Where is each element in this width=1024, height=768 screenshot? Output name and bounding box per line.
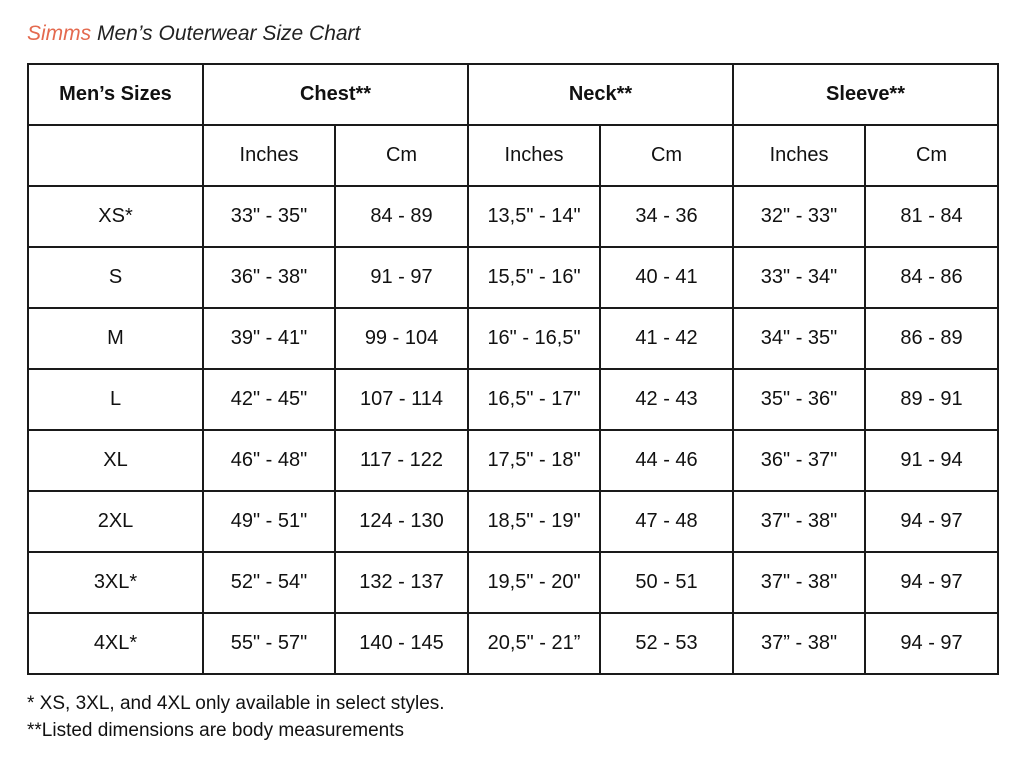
cell-sleeve-inches: 35" - 36"	[733, 369, 865, 430]
page-title	[27, 22, 360, 46]
unit-neck-inches: Inches	[468, 125, 600, 186]
table-row	[28, 186, 998, 247]
cell-sleeve-cm: 94 - 97	[865, 491, 998, 552]
cell-neck-cm: 41 - 42	[600, 308, 733, 369]
units-empty-cell	[28, 125, 203, 186]
cell-chest-cm: 140 - 145	[335, 613, 468, 674]
cell-sleeve-cm: 94 - 97	[865, 613, 998, 674]
cell-chest-cm: 107 - 114	[335, 369, 468, 430]
cell-size: S	[28, 247, 203, 308]
cell-sleeve-cm: 84 - 86	[865, 247, 998, 308]
cell-sleeve-inches: 37” - 38"	[733, 613, 865, 674]
footnote-availability: * XS, 3XL, and 4XL only available in select styles.	[27, 693, 445, 714]
table-row	[28, 247, 998, 308]
cell-size: XL	[28, 430, 203, 491]
cell-chest-inches: 52" - 54"	[203, 552, 335, 613]
cell-sleeve-cm: 94 - 97	[865, 552, 998, 613]
cell-neck-inches: 19,5" - 20"	[468, 552, 600, 613]
cell-neck-cm: 42 - 43	[600, 369, 733, 430]
cell-neck-cm: 34 - 36	[600, 186, 733, 247]
cell-neck-cm: 52 - 53	[600, 613, 733, 674]
table-row	[28, 613, 998, 674]
cell-chest-cm: 99 - 104	[335, 308, 468, 369]
cell-size: 2XL	[28, 491, 203, 552]
cell-size: 4XL*	[28, 613, 203, 674]
cell-chest-cm: 91 - 97	[335, 247, 468, 308]
unit-neck-cm: Cm	[600, 125, 733, 186]
size-chart-table	[27, 63, 999, 675]
cell-chest-inches: 49" - 51"	[203, 491, 335, 552]
cell-size: 3XL*	[28, 552, 203, 613]
cell-neck-inches: 15,5" - 16"	[468, 247, 600, 308]
cell-sleeve-cm: 91 - 94	[865, 430, 998, 491]
header-chest: Chest**	[203, 64, 468, 125]
cell-neck-inches: 16" - 16,5"	[468, 308, 600, 369]
footnote-measurements: **Listed dimensions are body measurements	[27, 720, 405, 741]
cell-sleeve-inches: 32" - 33"	[733, 186, 865, 247]
table-row	[28, 552, 998, 613]
cell-chest-cm: 124 - 130	[335, 491, 468, 552]
table-row	[28, 491, 998, 552]
header-neck: Neck**	[468, 64, 733, 125]
cell-chest-inches: 42" - 45"	[203, 369, 335, 430]
cell-sleeve-cm: 81 - 84	[865, 186, 998, 247]
cell-sleeve-inches: 37" - 38"	[733, 552, 865, 613]
cell-chest-inches: 46" - 48"	[203, 430, 335, 491]
cell-chest-cm: 84 - 89	[335, 186, 468, 247]
cell-size: M	[28, 308, 203, 369]
cell-sleeve-inches: 33" - 34"	[733, 247, 865, 308]
cell-chest-inches: 55" - 57"	[203, 613, 335, 674]
unit-chest-inches: Inches	[203, 125, 335, 186]
cell-chest-cm: 117 - 122	[335, 430, 468, 491]
cell-neck-cm: 44 - 46	[600, 430, 733, 491]
cell-size: L	[28, 369, 203, 430]
size-rows	[28, 186, 998, 674]
cell-sleeve-inches: 37" - 38"	[733, 491, 865, 552]
header-sleeve: Sleeve**	[733, 64, 998, 125]
table-row	[28, 369, 998, 430]
header-sizes: Men’s Sizes	[28, 64, 203, 125]
cell-chest-inches: 39" - 41"	[203, 308, 335, 369]
units-row	[28, 125, 998, 186]
table-row	[28, 308, 998, 369]
chart-title: Men’s Outerwear Size Chart	[91, 22, 361, 45]
cell-chest-inches: 36" - 38"	[203, 247, 335, 308]
header-row	[28, 64, 998, 125]
cell-sleeve-cm: 89 - 91	[865, 369, 998, 430]
cell-chest-cm: 132 - 137	[335, 552, 468, 613]
cell-neck-inches: 17,5" - 18"	[468, 430, 600, 491]
unit-sleeve-inches: Inches	[733, 125, 865, 186]
cell-neck-cm: 40 - 41	[600, 247, 733, 308]
cell-sleeve-inches: 34" - 35"	[733, 308, 865, 369]
table-row	[28, 430, 998, 491]
cell-neck-inches: 13,5" - 14"	[468, 186, 600, 247]
cell-neck-cm: 50 - 51	[600, 552, 733, 613]
unit-sleeve-cm: Cm	[865, 125, 998, 186]
unit-chest-cm: Cm	[335, 125, 468, 186]
cell-neck-inches: 16,5" - 17"	[468, 369, 600, 430]
cell-size: XS*	[28, 186, 203, 247]
cell-sleeve-cm: 86 - 89	[865, 308, 998, 369]
cell-neck-cm: 47 - 48	[600, 491, 733, 552]
cell-neck-inches: 18,5" - 19"	[468, 491, 600, 552]
brand-name: Simms	[27, 22, 92, 45]
cell-sleeve-inches: 36" - 37"	[733, 430, 865, 491]
cell-chest-inches: 33" - 35"	[203, 186, 335, 247]
cell-neck-inches: 20,5" - 21”	[468, 613, 600, 674]
